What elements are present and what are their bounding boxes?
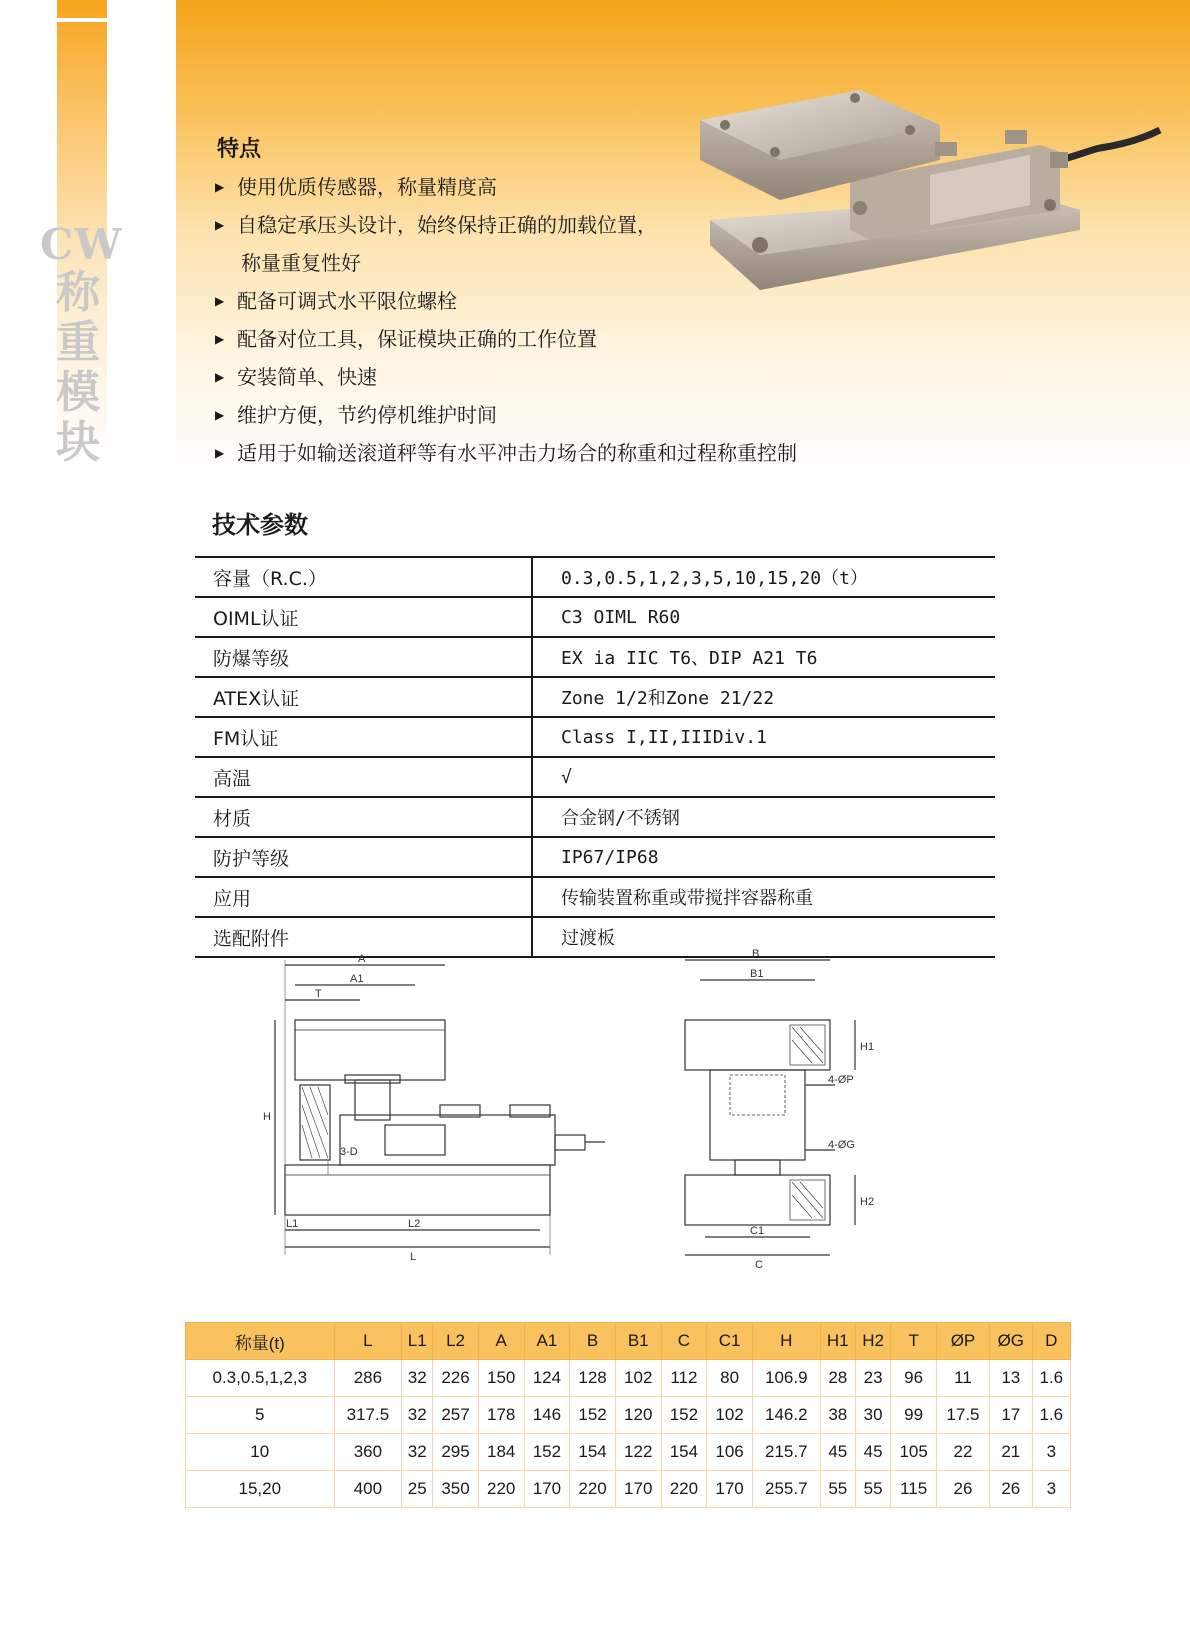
table-row — [195, 877, 995, 917]
product-photo — [700, 80, 1160, 320]
side-accent-notch — [57, 18, 107, 22]
side-title — [40, 222, 130, 468]
table-cell: 400 — [334, 1471, 402, 1508]
table-row — [186, 1360, 1071, 1397]
table-cell: 38 — [820, 1397, 855, 1434]
spec-value: 过渡板 — [532, 917, 995, 957]
label-c: C — [755, 1259, 763, 1271]
table-cell: 17.5 — [936, 1397, 989, 1434]
table-cell: 170 — [615, 1471, 661, 1508]
table-cell: 5 — [186, 1397, 335, 1434]
label-h2: H2 — [860, 1196, 875, 1208]
table-cell: 124 — [524, 1360, 570, 1397]
table-cell: 1.6 — [1032, 1360, 1070, 1397]
table-header-cell: C1 — [707, 1323, 753, 1360]
table-cell: 1.6 — [1032, 1397, 1070, 1434]
spec-value: 传输装置称重或带搅拌容器称重 — [532, 877, 995, 917]
side-title-char: 块 — [56, 417, 100, 468]
features-title: 特点 — [217, 137, 262, 162]
table-cell: 122 — [615, 1434, 661, 1471]
table-cell: 106 — [707, 1434, 753, 1471]
spec-key: ATEX认证 — [195, 677, 532, 717]
table-header-cell: A1 — [524, 1323, 570, 1360]
table-cell: 360 — [334, 1434, 402, 1471]
table-header-cell: B1 — [615, 1323, 661, 1360]
label-3d: 3-D — [340, 1146, 358, 1158]
bullet-icon: ▶ — [215, 408, 225, 422]
table-cell: 15,20 — [186, 1471, 335, 1508]
table-cell: 170 — [707, 1471, 753, 1508]
table-cell: 0.3,0.5,1,2,3 — [186, 1360, 335, 1397]
table-cell: 257 — [433, 1397, 479, 1434]
label-l: L — [410, 1251, 417, 1263]
table-cell: 32 — [402, 1360, 433, 1397]
feature-item: ▶ 维护方便，节约停机维护时间 — [215, 396, 797, 434]
table-cell: 3 — [1032, 1434, 1070, 1471]
spec-key: 高温 — [195, 757, 532, 797]
spec-value: 合金钢/不锈钢 — [532, 797, 995, 837]
feature-item: ▶ 适用于如输送滚道秤等有水平冲击力场合的称重和过程称重控制 — [215, 434, 797, 472]
dimension-table — [185, 1322, 1071, 1508]
spec-key: 应用 — [195, 877, 532, 917]
table-row — [195, 557, 995, 597]
table-header-cell: L — [334, 1323, 402, 1360]
table-cell: 45 — [820, 1434, 855, 1471]
table-cell: 154 — [661, 1434, 707, 1471]
table-cell: 23 — [855, 1360, 890, 1397]
table-cell: 45 — [855, 1434, 890, 1471]
feature-item: ▶ 安装简单、快速 — [215, 358, 797, 396]
bullet-icon: ▶ — [215, 370, 225, 384]
table-header-cell: H — [752, 1323, 820, 1360]
table-row — [186, 1434, 1071, 1471]
table-row — [195, 917, 995, 957]
label-a1: A1 — [350, 973, 364, 985]
table-cell: 128 — [570, 1360, 616, 1397]
table-header-cell: D — [1032, 1323, 1070, 1360]
label-a: A — [358, 953, 366, 965]
table-cell: 25 — [402, 1471, 433, 1508]
spec-value: 0.3,0.5,1,2,3,5,10,15,20（t） — [532, 557, 995, 597]
side-title-cw: CW — [40, 220, 123, 269]
table-cell: 10 — [186, 1434, 335, 1471]
table-header-cell: ØG — [989, 1323, 1032, 1360]
table-cell: 220 — [661, 1471, 707, 1508]
spec-value: C3 OIML R60 — [532, 597, 995, 637]
feature-item: ▶ 自稳定承压头设计，始终保持正确的加载位置， 称量重复性好 — [215, 206, 797, 282]
table-cell: 178 — [478, 1397, 524, 1434]
label-t: T — [315, 988, 322, 1000]
spec-key: FM认证 — [195, 717, 532, 757]
table-cell: 80 — [707, 1360, 753, 1397]
table-row — [186, 1471, 1071, 1508]
table-row — [195, 597, 995, 637]
table-cell: 220 — [478, 1471, 524, 1508]
table-cell: 106.9 — [752, 1360, 820, 1397]
spec-key: 防爆等级 — [195, 637, 532, 677]
table-header-cell: H1 — [820, 1323, 855, 1360]
table-header-cell: L2 — [433, 1323, 479, 1360]
table-cell: 30 — [855, 1397, 890, 1434]
table-row — [186, 1397, 1071, 1434]
feature-item: ▶ 配备可调式水平限位螺栓 — [215, 282, 797, 320]
label-h: H — [263, 1111, 271, 1123]
feature-item: ▶ 配备对位工具，保证模块正确的工作位置 — [215, 320, 797, 358]
bullet-icon: ▶ — [215, 180, 225, 194]
table-cell: 22 — [936, 1434, 989, 1471]
table-header-cell: L1 — [402, 1323, 433, 1360]
table-cell: 55 — [820, 1471, 855, 1508]
label-c1: C1 — [750, 1225, 765, 1237]
spec-value: IP67/IP68 — [532, 837, 995, 877]
table-row — [195, 757, 995, 797]
feature-item: ▶ 使用优质传感器，称量精度高 — [215, 168, 797, 206]
spec-value: EX ia IIC T6、DIP A21 T6 — [532, 637, 995, 677]
table-cell: 220 — [570, 1471, 616, 1508]
table-cell: 102 — [707, 1397, 753, 1434]
table-cell: 105 — [891, 1434, 937, 1471]
spec-key: 选配附件 — [195, 917, 532, 957]
bullet-icon: ▶ — [215, 332, 225, 346]
spec-key: 防护等级 — [195, 837, 532, 877]
table-header-cell: T — [891, 1323, 937, 1360]
bullet-icon: ▶ — [215, 218, 225, 232]
table-cell: 152 — [661, 1397, 707, 1434]
table-row — [195, 837, 995, 877]
table-cell: 146.2 — [752, 1397, 820, 1434]
table-cell: 350 — [433, 1471, 479, 1508]
table-cell: 28 — [820, 1360, 855, 1397]
front-view — [263, 953, 605, 1263]
table-cell: 112 — [661, 1360, 707, 1397]
table-cell: 115 — [891, 1471, 937, 1508]
label-4p: 4-ØP — [828, 1074, 854, 1086]
specs-table — [195, 556, 995, 958]
table-cell: 32 — [402, 1397, 433, 1434]
table-row — [195, 797, 995, 837]
specs-title: 技术参数 — [212, 511, 308, 539]
table-cell: 99 — [891, 1397, 937, 1434]
table-header-row — [186, 1323, 1071, 1360]
table-row — [195, 717, 995, 757]
table-cell: 146 — [524, 1397, 570, 1434]
table-cell: 150 — [478, 1360, 524, 1397]
table-cell: 26 — [989, 1471, 1032, 1508]
side-title-char: 称 — [56, 267, 100, 318]
label-l1: L1 — [286, 1218, 299, 1230]
table-cell: 152 — [524, 1434, 570, 1471]
label-4g: 4-ØG — [828, 1139, 855, 1151]
label-h1: H1 — [860, 1041, 875, 1053]
table-header-cell: A — [478, 1323, 524, 1360]
table-cell: 170 — [524, 1471, 570, 1508]
label-l2: L2 — [408, 1218, 421, 1230]
table-header-cell: 称量(t) — [186, 1323, 335, 1360]
table-cell: 3 — [1032, 1471, 1070, 1508]
table-cell: 120 — [615, 1397, 661, 1434]
table-cell: 26 — [936, 1471, 989, 1508]
spec-value: √ — [532, 757, 995, 797]
side-title-char: 重 — [56, 317, 100, 368]
table-cell: 32 — [402, 1434, 433, 1471]
table-row — [195, 677, 995, 717]
table-cell: 21 — [989, 1434, 1032, 1471]
spec-key: 材质 — [195, 797, 532, 837]
table-cell: 255.7 — [752, 1471, 820, 1508]
spec-key: 容量（R.C.） — [195, 557, 532, 597]
table-cell: 11 — [936, 1360, 989, 1397]
table-cell: 55 — [855, 1471, 890, 1508]
table-header-cell: B — [570, 1323, 616, 1360]
table-header-cell: ØP — [936, 1323, 989, 1360]
technical-drawing — [260, 948, 920, 1295]
table-cell: 152 — [570, 1397, 616, 1434]
table-cell: 154 — [570, 1434, 616, 1471]
table-cell: 286 — [334, 1360, 402, 1397]
table-header-cell: C — [661, 1323, 707, 1360]
table-cell: 295 — [433, 1434, 479, 1471]
table-cell: 13 — [989, 1360, 1032, 1397]
table-cell: 215.7 — [752, 1434, 820, 1471]
table-row — [195, 637, 995, 677]
spec-value: Zone 1/2和Zone 21/22 — [532, 677, 995, 717]
spec-value: Class I,II,IIIDiv.1 — [532, 717, 995, 757]
table-cell: 184 — [478, 1434, 524, 1471]
table-header-cell: H2 — [855, 1323, 890, 1360]
spec-key: OIML认证 — [195, 597, 532, 637]
table-cell: 96 — [891, 1360, 937, 1397]
bullet-icon: ▶ — [215, 294, 225, 308]
side-view — [685, 948, 874, 1271]
table-cell: 17 — [989, 1397, 1032, 1434]
label-b1: B1 — [750, 968, 764, 980]
table-cell: 317.5 — [334, 1397, 402, 1434]
label-b: B — [752, 948, 760, 960]
table-cell: 226 — [433, 1360, 479, 1397]
table-cell: 102 — [615, 1360, 661, 1397]
side-title-char: 模 — [56, 367, 100, 418]
bullet-icon: ▶ — [215, 446, 225, 460]
